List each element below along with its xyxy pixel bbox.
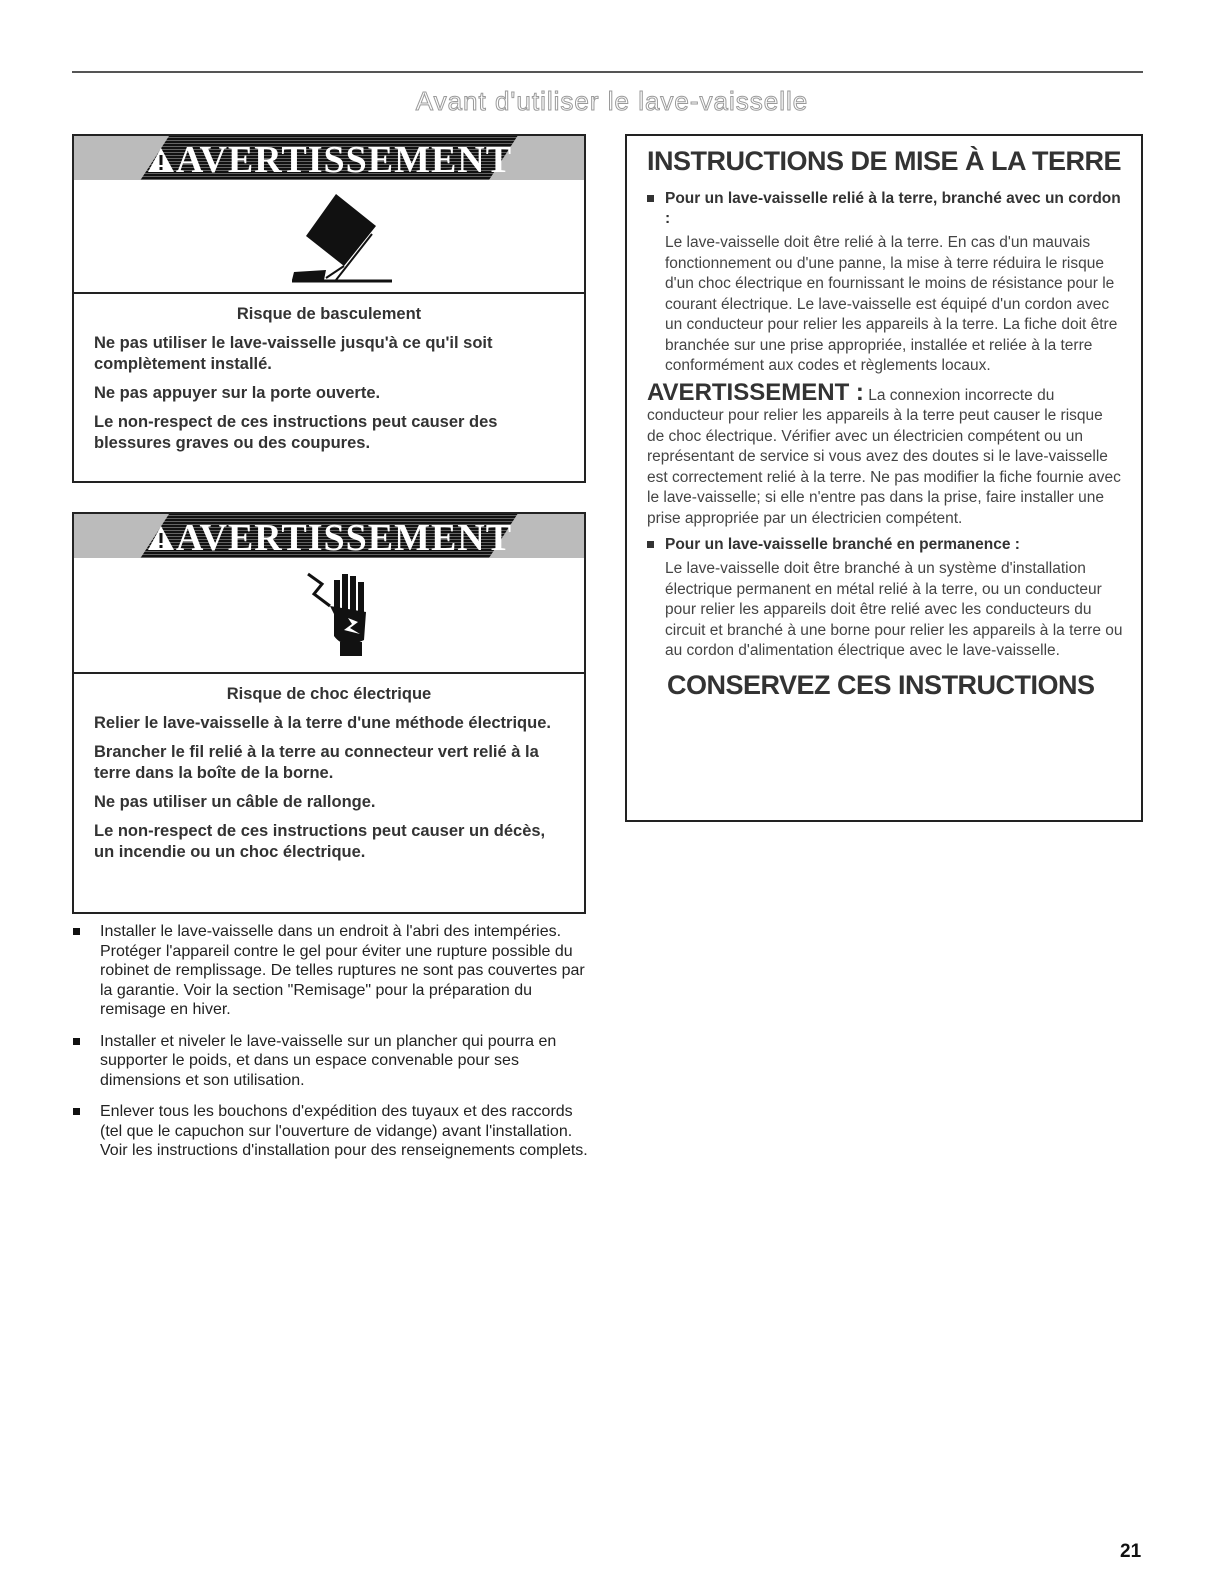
warning-triangle-icon bbox=[146, 146, 176, 174]
warning-line: Brancher le fil relié à la terre au connecteur vert relié à la terre dans la boîte de la borne. bbox=[94, 743, 539, 782]
grounding-title: INSTRUCTIONS DE MISE À LA TERRE bbox=[647, 146, 1122, 176]
corded-heading: Pour un lave-vaisselle relié à la terre, branché avec un cordon : bbox=[647, 189, 1123, 229]
electric-shock-icon bbox=[304, 566, 384, 666]
warning-line: Ne pas utiliser le lave-vaisselle jusqu'à ce qu'il soit complètement installé. bbox=[94, 334, 493, 373]
tip-over-icon bbox=[264, 182, 404, 292]
top-rule bbox=[72, 71, 1143, 73]
permanent-heading: Pour un lave-vaisselle branché en permanence : bbox=[647, 535, 1123, 555]
warning-line: Relier le lave-vaisselle à la terre d'une méthode électrique. bbox=[94, 714, 551, 732]
warning-header bbox=[74, 514, 584, 558]
warning-header bbox=[74, 136, 584, 180]
list-item: Installer et niveler le lave-vaisselle sur un plancher qui pourra en supporter le poids, et dans un espace convenable pour ses dimensions et son utilisation. bbox=[72, 1032, 592, 1091]
grounding-warning-text: La connexion incorrecte du conducteur pour relier les appareils à la terre peut causer le risque de choc électrique. Vérifier avec un électricien compétent ou un représentant de service si vous avez des doutes si le lave-vaisselle est correctement relié à la terre. Ne pas modifier la fiche fournie avec le lave-vaisselle; si elle n'entre pas dans la prise, faire installer une prise appropriée par un électricien compétent. bbox=[647, 386, 1121, 527]
warning-line: Le non-respect de ces instructions peut causer un décès, un incendie ou un choc électrique. bbox=[94, 822, 546, 861]
warning-line: Ne pas appuyer sur la porte ouverte. bbox=[94, 384, 381, 402]
installation-bullets bbox=[72, 922, 592, 1173]
tip-over-warning-box bbox=[72, 134, 586, 483]
grounding-footer: CONSERVEZ CES INSTRUCTIONS bbox=[667, 669, 1095, 700]
warning-body bbox=[74, 294, 584, 476]
permanent-text: Le lave-vaisselle doit être branché à un système d'installation électrique permanent en métal relié à la terre, ou un conducteur pour relier les appareils doit être relié avec les conducteurs du circuit et branché à une borne pour relier les appareils à la terre ou au cordon d'alimentation électrique avec le lave-vaisselle. bbox=[665, 560, 1123, 659]
list-item: Installer le lave-vaisselle dans un endroit à l'abri des intempéries. Protéger l'appareil contre le gel pour éviter une rupture possible du robinet de remplissage. De telles ruptures ne sont pas couvertes par la garantie. Voir la section "Remisage" pour la préparation du remisage en hiver. bbox=[72, 922, 592, 1020]
warning-title: AVERTISSEMENT bbox=[74, 138, 584, 182]
warning-title: AVERTISSEMENT bbox=[74, 516, 584, 560]
section-title: Avant d'utiliser le lave-vaisselle bbox=[415, 86, 809, 116]
shock-icon-area bbox=[74, 558, 584, 674]
page-number: 21 bbox=[1120, 1541, 1142, 1562]
warning-subtitle: Risque de choc électrique bbox=[226, 685, 432, 703]
grounding-warning bbox=[647, 378, 1123, 530]
warning-subtitle: Risque de basculement bbox=[236, 305, 422, 323]
corded-text: Le lave-vaisselle doit être relié à la terre. En cas d'un mauvais fonctionnement ou d'une panne, la mise à terre réduira le risque d'un choc électrique en fournissant le moins de résistance pour le courant électrique. Le lave-vaisselle est équipé d'un cordon avec un conducteur pour relier les appareils à la terre. La fiche doit être branchée sur une prise appropriée, installée et reliée à la terre conformément aux codes et règlements locaux. bbox=[665, 234, 1118, 374]
warning-line: Ne pas utiliser un câble de rallonge. bbox=[94, 793, 376, 811]
shock-warning-box bbox=[72, 512, 586, 914]
grounding-instructions-box bbox=[625, 134, 1143, 822]
grounding-warning-label: AVERTISSEMENT : bbox=[647, 378, 864, 406]
warning-body bbox=[74, 674, 584, 885]
warning-line: Le non-respect de ces instructions peut causer des blessures graves ou des coupures. bbox=[94, 413, 498, 452]
warning-triangle-icon bbox=[146, 524, 176, 552]
list-item: Enlever tous les bouchons d'expédition des tuyaux et des raccords (tel que le capuchon sur l'ouverture de vidange) avant l'installation. Voir les instructions d'installation pour des renseignements complets. bbox=[72, 1102, 592, 1161]
tip-over-icon-area bbox=[74, 180, 584, 294]
